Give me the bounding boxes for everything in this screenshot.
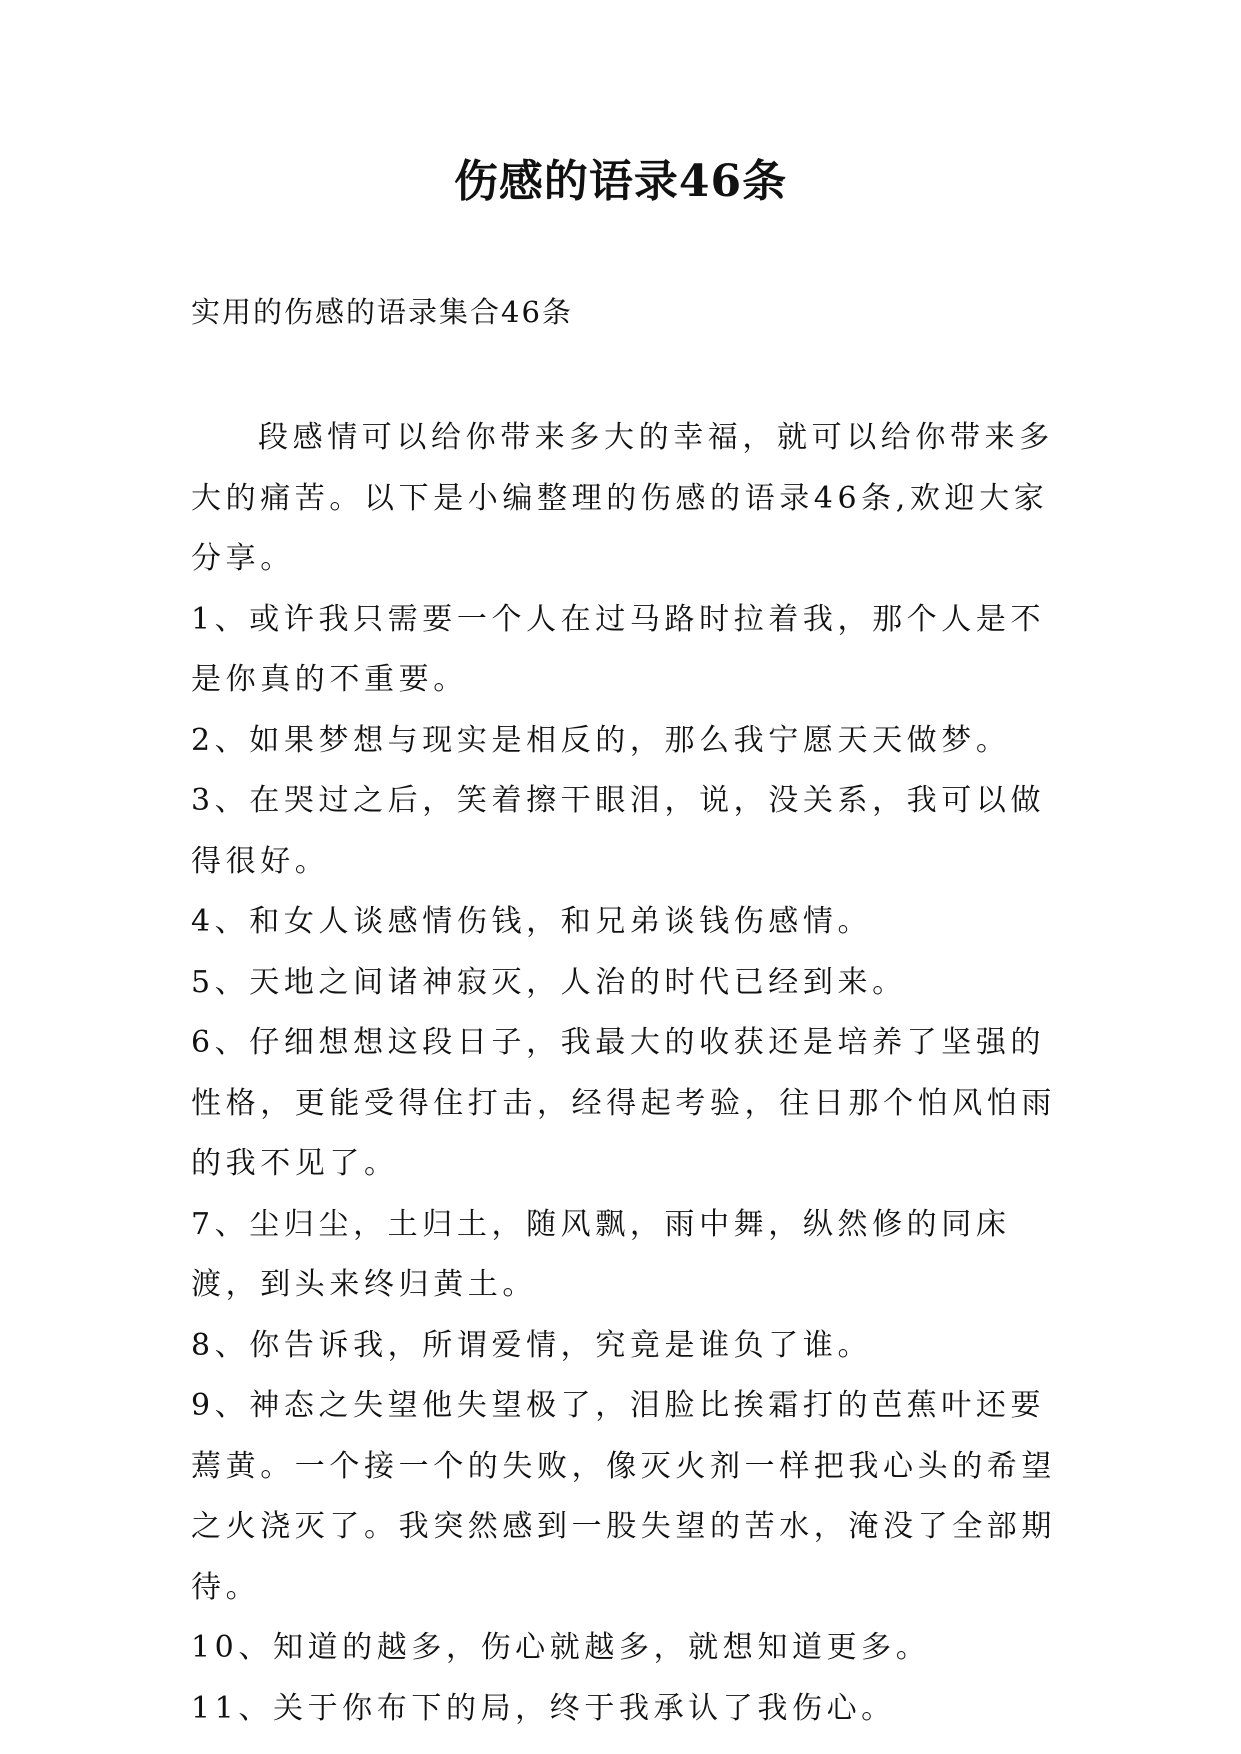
quote-item: 1、或许我只需要一个人在过马路时拉着我，那个人是不是你真的不重要。 [191,601,1046,697]
quote-item: 7、尘归尘，土归土，随风飘，雨中舞，纵然修的同床渡，到头来终归黄土。 [191,1206,1011,1302]
quote-item: 5、天地之间诸神寂灭，人治的时代已经到来。 [191,964,907,1000]
quote-item: 9、神态之失望他失望极了，泪脸比挨霜打的芭蕉叶还要蔫黄。一个接一个的失败，像灭火剂一样把我心头的希望之火浇灭了。我突然感到一股失望的苦水，淹没了全部期待。 [191,1388,1056,1605]
quote-item: 3、在哭过之后，笑着擦干眼泪，说，没关系，我可以做得很好。 [191,783,1046,879]
quote-item: 4、和女人谈感情伤钱，和兄弟谈钱伤感情。 [191,904,873,939]
document-title: 伤感的语录46条 [453,156,788,207]
quote-item: 6、仔细想想这段日子，我最大的收获还是培养了坚强的性格，更能受得住打击，经得起考验，往日那个怕风怕雨的我不见了。 [191,1025,1056,1181]
quote-item: 11、关于你布下的局，终于我承认了我伤心。 [191,1690,896,1726]
quote-item: 2、如果梦想与现实是相反的，那么我宁愿天天做梦。 [191,722,1011,758]
quote-item: 10、知道的越多，伤心就越多，就想知道更多。 [191,1630,931,1665]
document-body [191,408,1061,1739]
document-subtitle: 实用的伤感的语录集合46条 [191,295,573,329]
quote-item: 8、你告诉我，所谓爱情，究竟是谁负了谁。 [191,1327,873,1363]
intro-paragraph: 段感情可以给你带来多大的幸福，就可以给你带来多大的痛苦。以下是小编整理的伤感的语录46条,欢迎大家分享。 [191,420,1054,576]
